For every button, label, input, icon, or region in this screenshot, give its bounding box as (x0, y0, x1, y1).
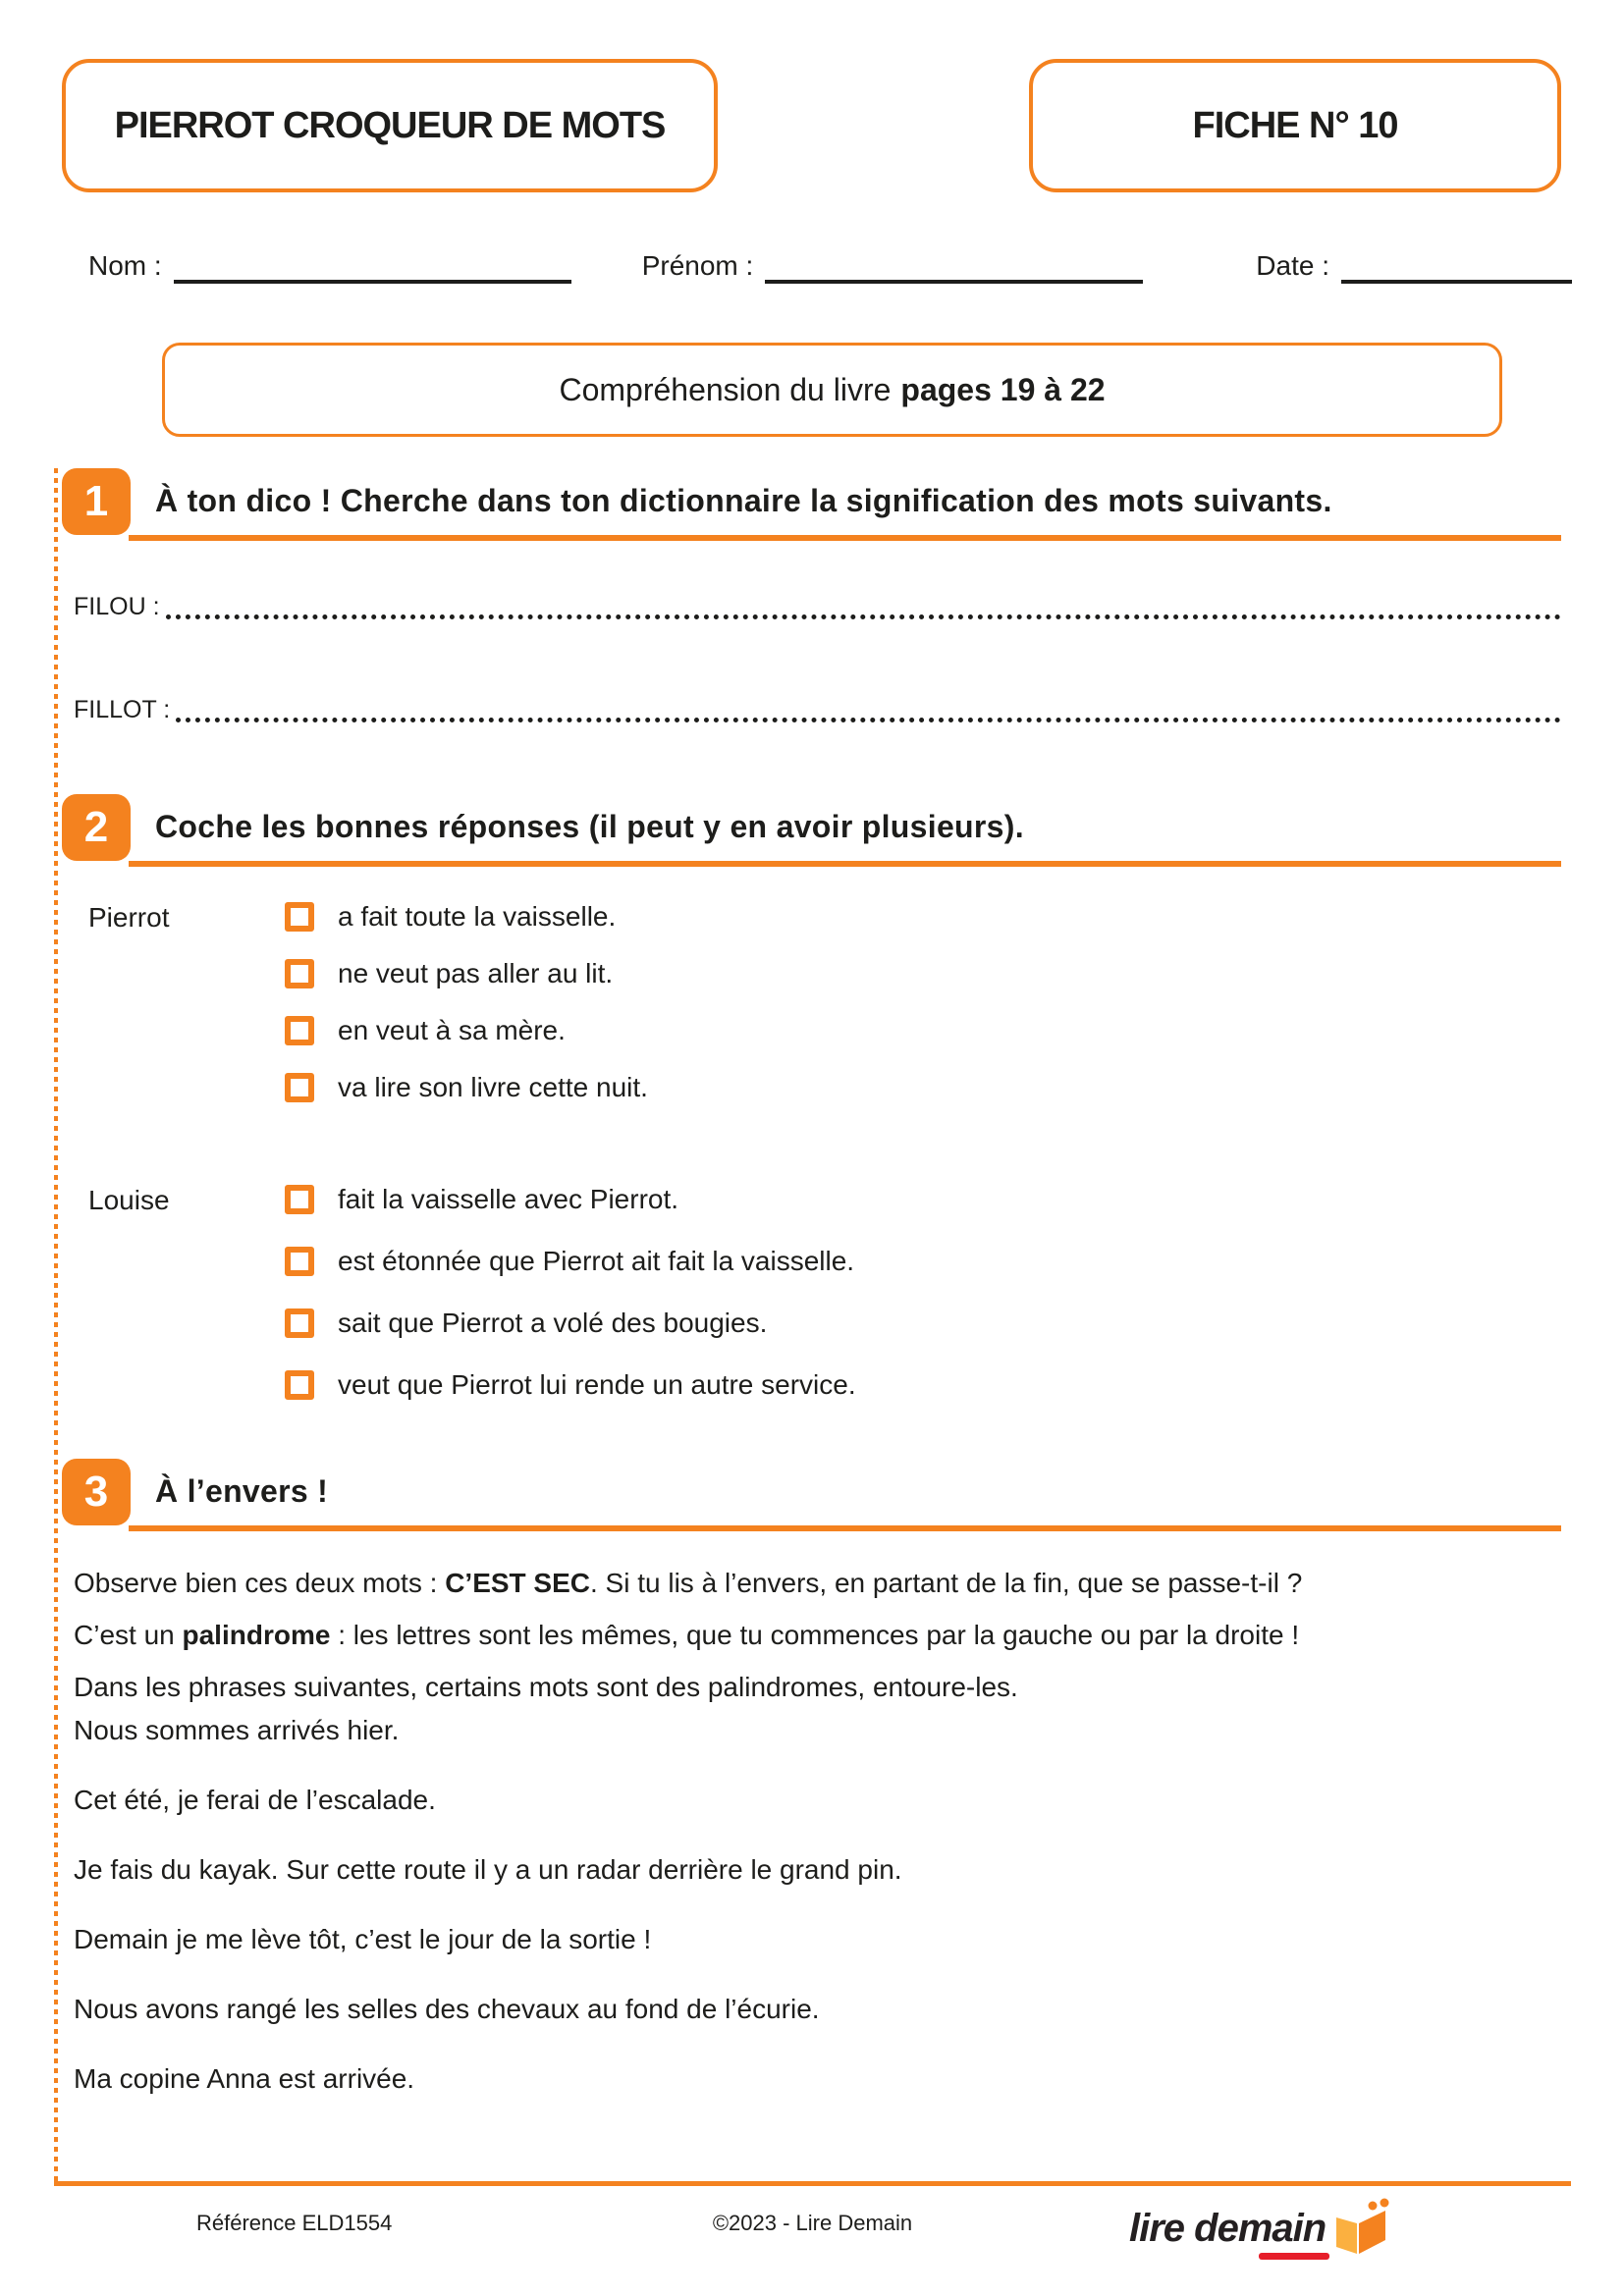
name-label: Nom : (88, 250, 162, 281)
name-write-line[interactable] (174, 250, 571, 284)
section-1-rule (129, 535, 1561, 541)
logo-red-subtext (1259, 2253, 1329, 2260)
options-list (285, 898, 1561, 1126)
firstname-write-line[interactable] (765, 250, 1143, 284)
word-label: FILOU : (74, 593, 160, 620)
firstname-label: Prénom : (641, 250, 754, 281)
instruction-line: Dans les phrases suivantes, certains mots sont des palindromes, entoure-les. (74, 1672, 1018, 1702)
comprehension-banner (162, 343, 1502, 437)
option-label: sait que Pierrot a volé des bougies. (338, 1307, 768, 1338)
sentence-text: Cet été, je ferai de l’escalade. (74, 1785, 436, 1815)
subject-label: Pierrot (88, 902, 170, 933)
checkbox-option-row (285, 1305, 1561, 1341)
open-book-icon (1329, 2197, 1392, 2260)
subject-label: Louise (88, 1185, 170, 1215)
checkbox-option-row (285, 1069, 1561, 1105)
banner-pages: pages 19 à 22 (900, 371, 1106, 407)
option-label: va lire son livre cette nuit. (338, 1071, 648, 1102)
exercise-2-header (62, 794, 1561, 867)
banner-text: Compréhension du livre (559, 371, 892, 407)
checkbox-groups (88, 898, 1561, 1483)
section-3-rule (129, 1525, 1561, 1531)
word-line-filou (74, 586, 1561, 623)
option-label: fait la vaisselle avec Pierrot. (338, 1183, 679, 1214)
fiche-number: FICHE N° 10 (1192, 104, 1398, 146)
section-3-number-badge: 3 (62, 1459, 131, 1525)
section-2-number-badge: 2 (62, 794, 131, 861)
checkbox-option-row (285, 1181, 1561, 1217)
checkbox[interactable] (285, 1016, 314, 1045)
exercise-2-section (62, 794, 1561, 867)
footer (54, 2197, 1571, 2266)
option-label: en veut à sa mère. (338, 1014, 566, 1045)
instruction-line: C’est un palindrome : les lettres sont les mêmes, que tu commences par la gauche ou par la droite ! (74, 1620, 1300, 1650)
section-1-number-badge: 1 (62, 468, 131, 535)
section-2-rule (129, 861, 1561, 867)
checkbox-option-row (285, 1366, 1561, 1403)
checkbox[interactable] (285, 1370, 314, 1400)
date-field (1256, 250, 1572, 284)
exercise-3-instructions (74, 1557, 1542, 1713)
date-write-line[interactable] (1341, 250, 1572, 284)
section-2-title: Coche les bonnes réponses (il peut y en avoir plusieurs). (155, 809, 1024, 844)
checkbox[interactable] (285, 1073, 314, 1102)
logo-text: lire demain (1129, 2207, 1326, 2251)
lire-demain-logo (1129, 2197, 1392, 2260)
exercise-1-section (62, 468, 1561, 541)
word-label: FILLOT : (74, 696, 171, 723)
checkbox[interactable] (285, 1185, 314, 1214)
checkbox[interactable] (285, 902, 314, 932)
option-label: a fait toute la vaisselle. (338, 900, 617, 932)
worksheet-title: PIERROT CROQUEUR DE MOTS (114, 104, 666, 146)
sentence-text: Nous avons rangé les selles des chevaux au fond de l’écurie. (74, 1994, 820, 2024)
checkbox-option-row (285, 898, 1561, 934)
reference-text: Référence ELD1554 (196, 2211, 393, 2235)
checkbox-group (88, 898, 1561, 1126)
section-1-title: À ton dico ! Cherche dans ton dictionnaire la signification des mots suivants. (155, 483, 1332, 518)
left-dotted-rule (54, 468, 58, 2181)
checkbox-option-row (285, 1243, 1561, 1279)
sentence-text: Ma copine Anna est arrivée. (74, 2063, 415, 2094)
palindrome-sentences (74, 1715, 1542, 2133)
copyright-text: ©2023 - Lire Demain (712, 2211, 913, 2235)
identity-row (88, 250, 1571, 284)
option-label: ne veut pas aller au lit. (338, 957, 614, 988)
sentence-text: Nous sommes arrivés hier. (74, 1715, 400, 1745)
name-field (88, 250, 571, 284)
exercise-3-section (62, 1459, 1561, 1531)
section-3-title: À l’envers ! (155, 1473, 329, 1509)
exercise-3-header (62, 1459, 1561, 1531)
checkbox[interactable] (285, 1308, 314, 1338)
exercise-1-header (62, 468, 1561, 541)
checkbox-option-row (285, 955, 1561, 991)
fiche-box (1029, 59, 1561, 192)
checkbox[interactable] (285, 959, 314, 988)
answer-dotted-line[interactable] (166, 614, 1561, 619)
option-label: est étonnée que Pierrot ait fait la vaisselle. (338, 1245, 855, 1276)
footer-rule (54, 2181, 1571, 2186)
checkbox-option-row (285, 1012, 1561, 1048)
sentence-text: Demain je me lève tôt, c’est le jour de la sortie ! (74, 1924, 652, 1954)
word-line-fillot (74, 689, 1561, 726)
options-list (285, 1181, 1561, 1428)
title-box (62, 59, 718, 192)
instruction-line: Observe bien ces deux mots : C’EST SEC. Si tu lis à l’envers, en partant de la fin, que se passe-t-il ? (74, 1568, 1303, 1598)
firstname-field (642, 250, 1144, 284)
date-label: Date : (1256, 250, 1329, 281)
option-label: veut que Pierrot lui rende un autre service. (338, 1368, 856, 1400)
answer-dotted-line[interactable] (176, 718, 1561, 722)
header-row (62, 59, 1561, 192)
sentence-text: Je fais du kayak. Sur cette route il y a un radar derrière le grand pin. (74, 1854, 902, 1885)
checkbox[interactable] (285, 1247, 314, 1276)
checkbox-group (88, 1181, 1561, 1428)
